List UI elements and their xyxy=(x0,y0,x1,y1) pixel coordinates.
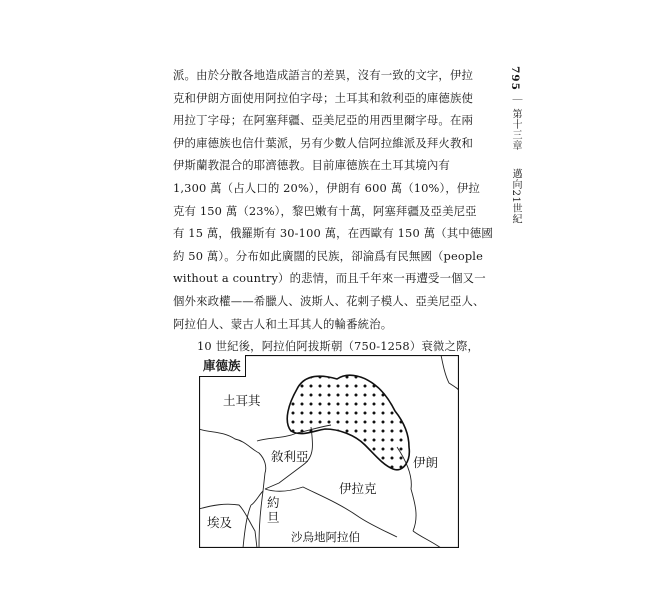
label-turkey: 土耳其 xyxy=(223,393,261,408)
label-saudi: 沙烏地阿拉伯 xyxy=(291,530,360,544)
coastline xyxy=(199,429,266,505)
text-line: 10 世紀後，阿拉伯阿拔斯朝（750-1258）衰微之際， xyxy=(197,339,480,354)
chapter-title: 邁向21世紀 xyxy=(510,168,521,225)
text-line: 有 15 萬，俄羅斯有 30-100 萬，在西歐有 150 萬（其中德國 xyxy=(173,226,493,241)
text-line: 派。由於分散各地造成語言的差異，沒有一致的文字，伊拉 xyxy=(173,68,474,82)
text-line: 約 50 萬）。分布如此廣闊的民族，卻淪爲有民無國（people xyxy=(173,248,483,263)
body-text xyxy=(173,64,493,358)
page-sidebar xyxy=(508,66,520,224)
page-number: 795 xyxy=(509,66,521,91)
label-iraq: 伊拉克 xyxy=(339,481,377,496)
gulf-coast xyxy=(413,531,441,548)
label-syria: 敘利亞 xyxy=(271,449,309,464)
kurdish-map xyxy=(199,355,459,548)
text-line: 伊的庫德族也信什葉派，另有少數人信阿拉維派及拜火教和 xyxy=(173,135,474,150)
text-line: 克有 150 萬（23%），黎巴嫩有十萬，阿塞拜疆及亞美尼亞 xyxy=(173,203,477,218)
label-egypt: 埃及 xyxy=(207,515,233,530)
text-line: 用拉丁字母；在阿塞拜疆、亞美尼亞的用西里爾字母。在兩 xyxy=(173,113,474,128)
label-jordan: 約旦 xyxy=(267,495,280,525)
label-iran: 伊朗 xyxy=(413,455,439,470)
border-jordan xyxy=(259,491,263,548)
text-line: 阿拉伯人、蒙古人和土耳其人的輪番統治。 xyxy=(173,316,393,331)
text-line: 個外來政權——希臘人、波斯人、花剌子模人、亞美尼亞人、 xyxy=(173,293,485,308)
map-drawing xyxy=(199,355,459,548)
map-legend: 庫德族 xyxy=(199,355,246,377)
separator xyxy=(510,154,521,165)
text-line: 伊斯蘭教混合的耶濟德教。目前庫德族在土耳其境內有 xyxy=(173,158,450,173)
separator: ｜ xyxy=(510,94,521,106)
text-line: 克和伊朗方面使用阿拉伯字母；土耳其和敘利亞的庫德族使 xyxy=(173,90,474,105)
chapter-number: 第十三章 xyxy=(510,108,521,151)
text-line: without a country）的悲情，而且千年來一再遭受一個又一 xyxy=(173,271,486,286)
text-line: 1,300 萬（占人口的 20%），伊朗有 600 萬（10%），伊拉 xyxy=(173,180,480,195)
caspian-coast xyxy=(441,355,459,391)
